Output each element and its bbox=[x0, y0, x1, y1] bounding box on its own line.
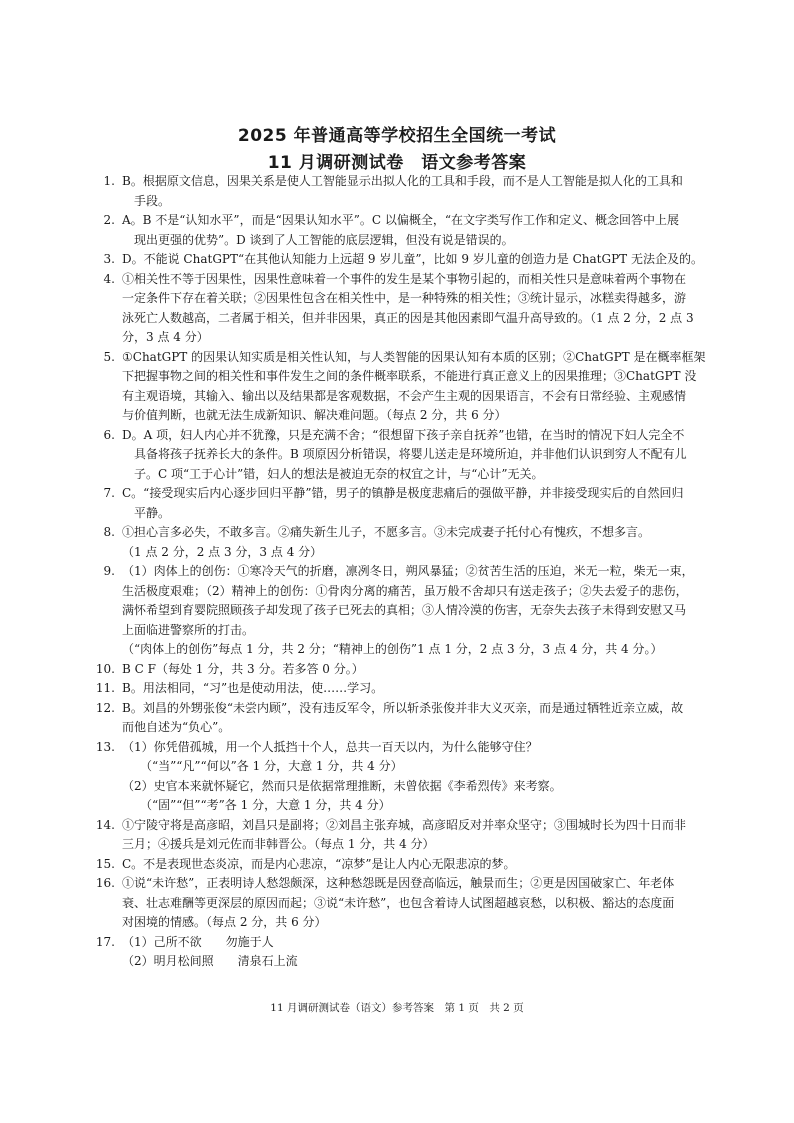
answer-item bbox=[92, 562, 704, 660]
answer-line: （1 点 2 分，2 点 3 分，3 点 4 分） bbox=[122, 544, 323, 559]
answer-body bbox=[122, 855, 704, 875]
answer-number: 16. bbox=[95, 876, 115, 890]
answer-line: （“当”“凡”“何以”各 1 分，大意 1 分，共 4 分） bbox=[122, 759, 403, 773]
answer-list bbox=[92, 172, 704, 972]
answer-number: 10. bbox=[95, 661, 115, 676]
answer-item bbox=[92, 270, 704, 348]
answer-item bbox=[92, 523, 704, 562]
answer-line: 而他自述为“负心”。 bbox=[122, 720, 231, 734]
answer-line: ①说“未许愁”，正表明诗人愁怨颇深，这种愁怨既是因登高临远，触景而生；②更是因国破家亡、年老体 bbox=[122, 876, 675, 890]
answer-item bbox=[92, 172, 704, 211]
answer-item bbox=[92, 484, 704, 523]
answer-body bbox=[122, 816, 704, 855]
answer-line: ①担心言多必失，不敢多言。②痛失新生儿子，不愿多言。③未完成妻子托付心有愧疚，不想多言。 bbox=[122, 525, 651, 539]
answer-body bbox=[122, 484, 704, 523]
answer-number: 13. bbox=[95, 739, 115, 754]
answer-line: B。根据原文信息，因果关系是使人工智能显示出拟人化的工具和手段，而不是人工智能是拟人化的工具和 bbox=[122, 174, 683, 188]
answer-item bbox=[92, 250, 704, 270]
answer-item bbox=[92, 348, 704, 426]
answer-body bbox=[122, 348, 706, 426]
answer-line: 衰、壮志难酬等更深层的原因而起；③说“未许愁”，也包含着诗人试图超越哀愁，以积极、豁达的态度面 bbox=[122, 895, 675, 910]
answer-item bbox=[92, 933, 704, 972]
answer-number: 11. bbox=[95, 681, 115, 695]
answer-item bbox=[92, 699, 704, 738]
answer-number: 2. bbox=[103, 213, 115, 227]
answer-line: ①宁陵守将是高彦昭，刘昌只是副将；②刘昌主张弃城，高彦昭反对并率众坚守；③围城时长为四十日而非 bbox=[122, 817, 687, 832]
answer-line: （“肉体上的创伤”每点 1 分，共 2 分；“精神上的创伤”1 点 1 分，2 点 3 分，3 点 4 分，共 4 分。） bbox=[122, 642, 663, 656]
answer-body bbox=[122, 172, 704, 211]
answer-line: D。不能说 ChatGPT“在其他认知能力上远超 9 岁儿童”，比如 9 岁儿童的创造力是 ChatGPT 无法企及的。 bbox=[122, 252, 703, 266]
answer-body bbox=[122, 699, 704, 738]
answer-line: B C F（每处 1 分，共 3 分。若多答 0 分。） bbox=[122, 661, 364, 676]
answer-body bbox=[122, 738, 704, 816]
answer-item bbox=[92, 211, 704, 250]
answer-number: 4. bbox=[103, 271, 115, 286]
page-title: 2025 年普通高等学校招生全国统一考试 bbox=[237, 126, 557, 146]
answer-number: 12. bbox=[95, 700, 115, 715]
answer-line: 有主观语境，其输入、输出以及结果都是客观数据，不会产生主观的因果语言，不会有日常经验、主观感情 bbox=[122, 388, 687, 403]
answer-body bbox=[122, 523, 704, 562]
answer-line: （2）史官本来就怀疑它，然而只是依据常理推断，未曾依据《李希烈传》来考察。 bbox=[122, 778, 562, 793]
answer-item bbox=[92, 874, 704, 933]
answer-item bbox=[92, 816, 704, 855]
answer-line: 现出更强的优势”。D 谈到了人工智能的底层逻辑，但没有说是错误的。 bbox=[122, 232, 514, 247]
answer-line: A。B 不是“认知水平”，而是“因果认知水平”。C 以偏概全，“在文字类写作工作和定义、概念回答中上展 bbox=[122, 213, 679, 227]
answer-line: （2）明月松间照 清泉石上流 bbox=[122, 954, 298, 968]
answer-body bbox=[122, 660, 704, 680]
answer-body bbox=[122, 679, 704, 699]
answer-line: （1）你凭借孤城，用一个人抵挡十个人，总共一百天以内，为什么能够守住？ bbox=[122, 739, 538, 754]
answer-line: （“固”“但”“考”各 1 分，大意 1 分，共 4 分） bbox=[122, 798, 391, 812]
answer-line: 手段。 bbox=[122, 193, 171, 208]
answer-number: 17. bbox=[95, 934, 115, 949]
answer-line: ①相关性不等于因果性，因果性意味着一个事件的发生是某个事物引起的，而相关性只是意味着两个事物在 bbox=[122, 271, 687, 286]
answer-number: 3. bbox=[103, 252, 115, 266]
answer-number: 1. bbox=[103, 174, 115, 188]
answer-number: 5. bbox=[103, 349, 115, 364]
answer-number: 15. bbox=[95, 856, 115, 871]
answer-item bbox=[92, 738, 704, 816]
answer-line: 下把握事物之间的相关性和事件发生之间的条件概率联系，不能进行真正意义上的因果推理；③ChatGPT 没 bbox=[122, 369, 697, 383]
answer-line: 满怀希望到育婴院照顾孩子却发现了孩子已死去的真相；③人情冷漠的伤害，无奈失去孩子未得到安慰又马 bbox=[122, 603, 687, 617]
answer-item bbox=[92, 660, 704, 680]
answer-number: 14. bbox=[95, 817, 115, 832]
answer-line: D。A 项，妇人内心并不犹豫，只是充满不舍；“很想留下孩子亲自抚养”也错，在当时的情况下妇人完全不 bbox=[122, 427, 685, 442]
answer-line: 一定条件下存在着关联；②因果性包含在相关性中，是一种特殊的相关性；③统计显示，冰糕卖得越多，游 bbox=[122, 291, 687, 305]
answer-line: 上面临进警察所的打击。 bbox=[122, 622, 255, 637]
answer-number: 7. bbox=[103, 486, 115, 500]
answer-line: （1）己所不欲 勿施于人 bbox=[122, 934, 274, 949]
answer-body bbox=[122, 250, 704, 270]
answer-line: C。不是表现世态炎凉，而是内心悲凉，“凉梦”是让人内心无限悲凉的梦。 bbox=[122, 856, 516, 871]
answer-line: 生活极度艰难；（2）精神上的创伤：①骨肉分离的痛苦，虽万般不舍却只有送走孩子；②失去爱子的悲伤， bbox=[122, 583, 688, 598]
page-subtitle: 11 月调研测试卷 语文参考答案 bbox=[267, 153, 527, 173]
answer-number: 9. bbox=[103, 564, 115, 578]
answer-line: B。用法相同，“习”也是使动用法，使……学习。 bbox=[122, 681, 384, 695]
answer-line: B。刘昌的外甥张俊“未尝内顾”，没有违反军令，所以斩杀张俊并非大义灭亲，而是通过牺牲近亲立威，故 bbox=[122, 700, 684, 715]
answer-body bbox=[122, 426, 704, 485]
page-footer: 11 月调研测试卷（语文）参考答案 第 1 页 共 2 页 bbox=[270, 1002, 524, 1014]
answer-body bbox=[122, 270, 704, 348]
answer-line: 子。C 项“工于心计”错，妇人的想法是被迫无奈的权宜之计，与“心计”无关。 bbox=[122, 466, 544, 481]
answer-line: 泳死亡人数越高，二者属于相关，但并非因果，真正的因是其他因素即气温升高导致的。（1 点 2 分，2 点 3 bbox=[122, 310, 694, 325]
answer-body bbox=[122, 933, 704, 972]
answer-line: C。“接受现实后内心逐步回归平静”错，男子的镇静是极度悲痛后的强做平静，并非接受现实后的自然回归 bbox=[122, 486, 684, 500]
answer-line: 平静。 bbox=[122, 505, 171, 520]
answer-body bbox=[122, 874, 704, 933]
answer-line: 对困境的情感。（每点 2 分，共 6 分） bbox=[122, 915, 327, 929]
answer-item bbox=[92, 426, 704, 485]
answer-line: 三月；④援兵是刘元佐而非韩晋公。（每点 1 分，共 4 分） bbox=[122, 837, 435, 851]
answer-item bbox=[92, 855, 704, 875]
answer-line: 具备将孩子抚养长大的条件。B 项原因分析错误，将婴儿送走是环境所迫，并非他们认识到穷人不配有儿 bbox=[122, 447, 687, 461]
answer-line: 与价值判断，也就无法生成新知识、解决难问题。（每点 2 分，共 6 分） bbox=[122, 408, 507, 422]
answer-line: 分，3 点 4 分） bbox=[122, 330, 209, 344]
answer-line: （1）肉体上的创伤：①寒冷天气的折磨，凛冽冬日，朔风暴猛；②贫苦生活的压迫，米无一粒，柴无一束， bbox=[122, 564, 694, 578]
answer-item bbox=[92, 679, 704, 699]
answer-body bbox=[122, 211, 704, 250]
answer-number: 8. bbox=[103, 525, 115, 539]
answer-number: 6. bbox=[103, 427, 115, 442]
answer-line: ①ChatGPT 的因果认知实质是相关性认知，与人类智能的因果认知有本质的区别；②ChatGPT 是在概率框架 bbox=[122, 349, 706, 364]
answer-body bbox=[122, 562, 704, 660]
